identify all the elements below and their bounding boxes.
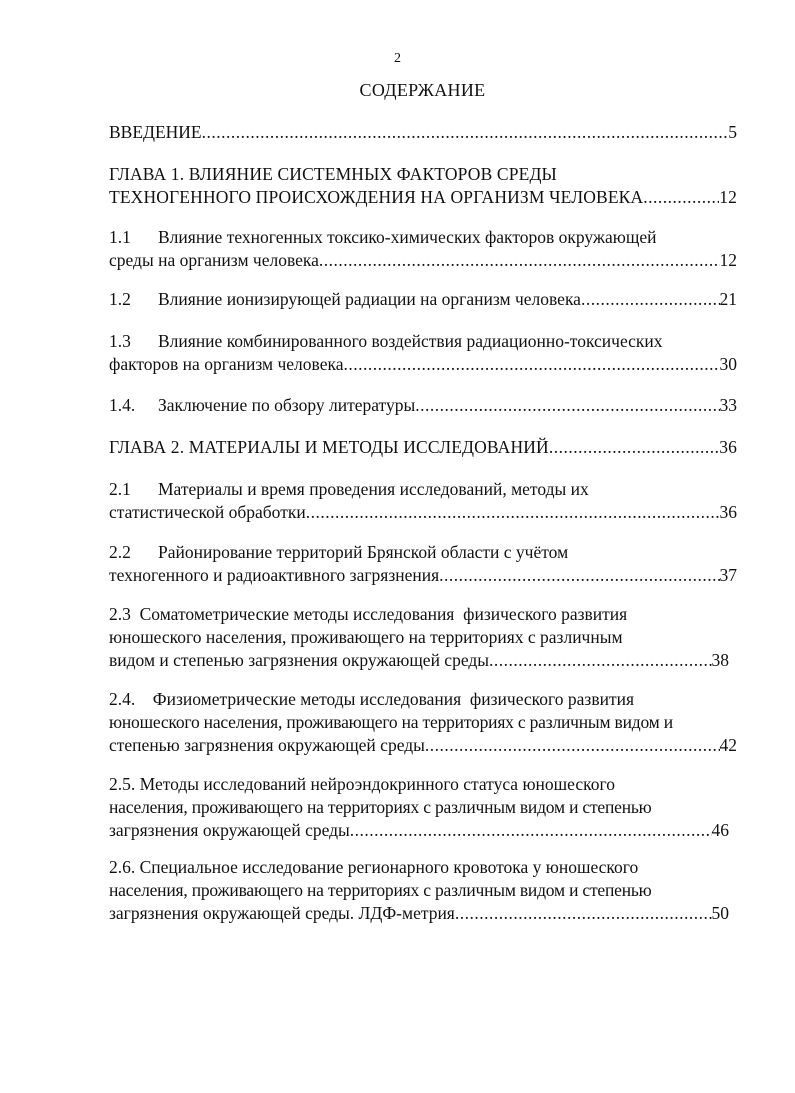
toc-entry-text: степенью загрязнения окружающей среды — [109, 735, 425, 755]
toc-section-number: 1.3 — [109, 331, 131, 351]
toc-entry-introduction[interactable] — [109, 121, 737, 144]
toc-entry-2-3[interactable] — [109, 603, 729, 672]
toc-page-number: 42 — [719, 735, 737, 755]
toc-entry-text: Районирование территорий Брянской области с учётом — [158, 542, 569, 562]
toc-page-number: 36 — [719, 437, 737, 457]
toc-entry-2-2[interactable] — [109, 541, 737, 587]
toc-entry-text: ГЛАВА 2. МАТЕРИАЛЫ И МЕТОДЫ ИССЛЕДОВАНИЙ — [109, 437, 549, 457]
dot-leader — [549, 436, 719, 459]
toc-page-number: 21 — [719, 289, 737, 309]
dot-leader — [425, 734, 720, 757]
toc-entry-2-5[interactable] — [109, 773, 729, 842]
toc-page-number: 33 — [719, 395, 737, 415]
toc-entry-text: Заключение по обзору литературы — [158, 395, 416, 415]
page-number: 2 — [394, 51, 401, 66]
toc-entry-2-6[interactable] — [109, 856, 729, 925]
toc-entry-text: Влияние комбинированного воздействия радиационно-токсических — [158, 331, 663, 351]
dot-leader — [455, 902, 712, 925]
toc-page-number: 30 — [719, 354, 737, 374]
toc-entry-text: юношеского населения, проживающего на территориях с различным видом и — [109, 712, 673, 732]
toc-entry-text: видом и степенью загрязнения окружающей среды — [109, 650, 490, 670]
toc-entry-text: среды на организм человека — [109, 250, 319, 270]
dot-leader — [581, 288, 720, 311]
toc-page-number: 5 — [728, 122, 737, 142]
toc-section-number: 2.2 — [109, 542, 131, 562]
toc-entry-text: факторов на организм человека — [109, 354, 344, 374]
toc-entry-text: 2.4. Физиометрические методы исследования физического развития — [109, 689, 635, 709]
toc-page-number: 36 — [719, 502, 737, 522]
dot-leader — [306, 501, 720, 524]
toc-entry-2-1[interactable] — [109, 478, 737, 524]
toc-page-number: 46 — [711, 820, 729, 840]
toc-entry-text: Материалы и время проведения исследований, методы их — [158, 479, 589, 499]
toc-entry-text: Влияние ионизирующей радиации на организм человека — [158, 289, 581, 309]
dot-leader — [343, 353, 719, 376]
toc-entry-text: загрязнения окружающей среды — [109, 820, 350, 840]
toc-entry-2-4[interactable] — [109, 688, 737, 757]
toc-entry-text: населения, проживающего на территориях с различным видом и степенью — [109, 797, 652, 817]
toc-section-number: 1.4. — [109, 395, 136, 415]
toc-entry-text: юношеского населения, проживающего на территориях с различным — [109, 627, 623, 647]
dot-leader — [489, 649, 711, 672]
toc-entry-text: 2.6. Специальное исследование регионарного кровотока у юношеского — [109, 857, 639, 877]
dot-leader — [350, 819, 712, 842]
dot-leader — [319, 249, 720, 272]
toc-entry-1-1[interactable] — [109, 226, 737, 272]
toc-section-number: 1.2 — [109, 289, 131, 309]
toc-page-number: 37 — [719, 565, 737, 585]
toc-entry-text: загрязнения окружающей среды. ЛДФ-метрия — [109, 903, 455, 923]
toc-entry-1-4[interactable] — [109, 394, 737, 417]
page-title: СОДЕРЖАНИЕ — [359, 80, 486, 100]
toc-entry-text: 2.3 Соматометрические методы исследования физического развития — [109, 604, 628, 624]
dot-leader — [439, 564, 719, 587]
toc-section-number: 2.1 — [109, 479, 131, 499]
toc-entry-text: Влияние техногенных токсико-химических факторов окружающей — [158, 227, 657, 247]
dot-leader — [643, 186, 719, 209]
dot-leader — [415, 394, 719, 417]
dot-leader — [202, 121, 729, 144]
toc-page-number: 50 — [711, 903, 729, 923]
toc-entry-1-2[interactable] — [109, 288, 737, 311]
toc-page-number: 12 — [719, 250, 737, 270]
toc-entry-text: ВВЕДЕНИЕ — [109, 122, 202, 142]
toc-entry-text: 2.5. Методы исследований нейроэндокринного статуса юношеского — [109, 774, 615, 794]
toc-entry-text: статистической обработки — [109, 502, 306, 522]
toc-page-number: 38 — [711, 650, 729, 670]
toc-section-number: 1.1 — [109, 227, 131, 247]
toc-page-number: 12 — [719, 187, 737, 207]
toc-entry-chapter-2[interactable] — [109, 436, 737, 459]
toc-entry-text: техногенного и радиоактивного загрязнения — [109, 565, 440, 585]
toc-entry-1-3[interactable] — [109, 330, 737, 376]
toc-entry-text: ТЕХНОГЕННОГО ПРОИСХОЖДЕНИЯ НА ОРГАНИЗМ ЧЕЛОВЕКА — [109, 187, 644, 207]
toc-entry-text: ГЛАВА 1. ВЛИЯНИЕ СИСТЕМНЫХ ФАКТОРОВ СРЕДЫ — [109, 164, 557, 184]
toc-entry-chapter-1[interactable] — [109, 163, 737, 209]
toc-entry-text: населения, проживающего на территориях с различным видом и степенью — [109, 880, 652, 900]
